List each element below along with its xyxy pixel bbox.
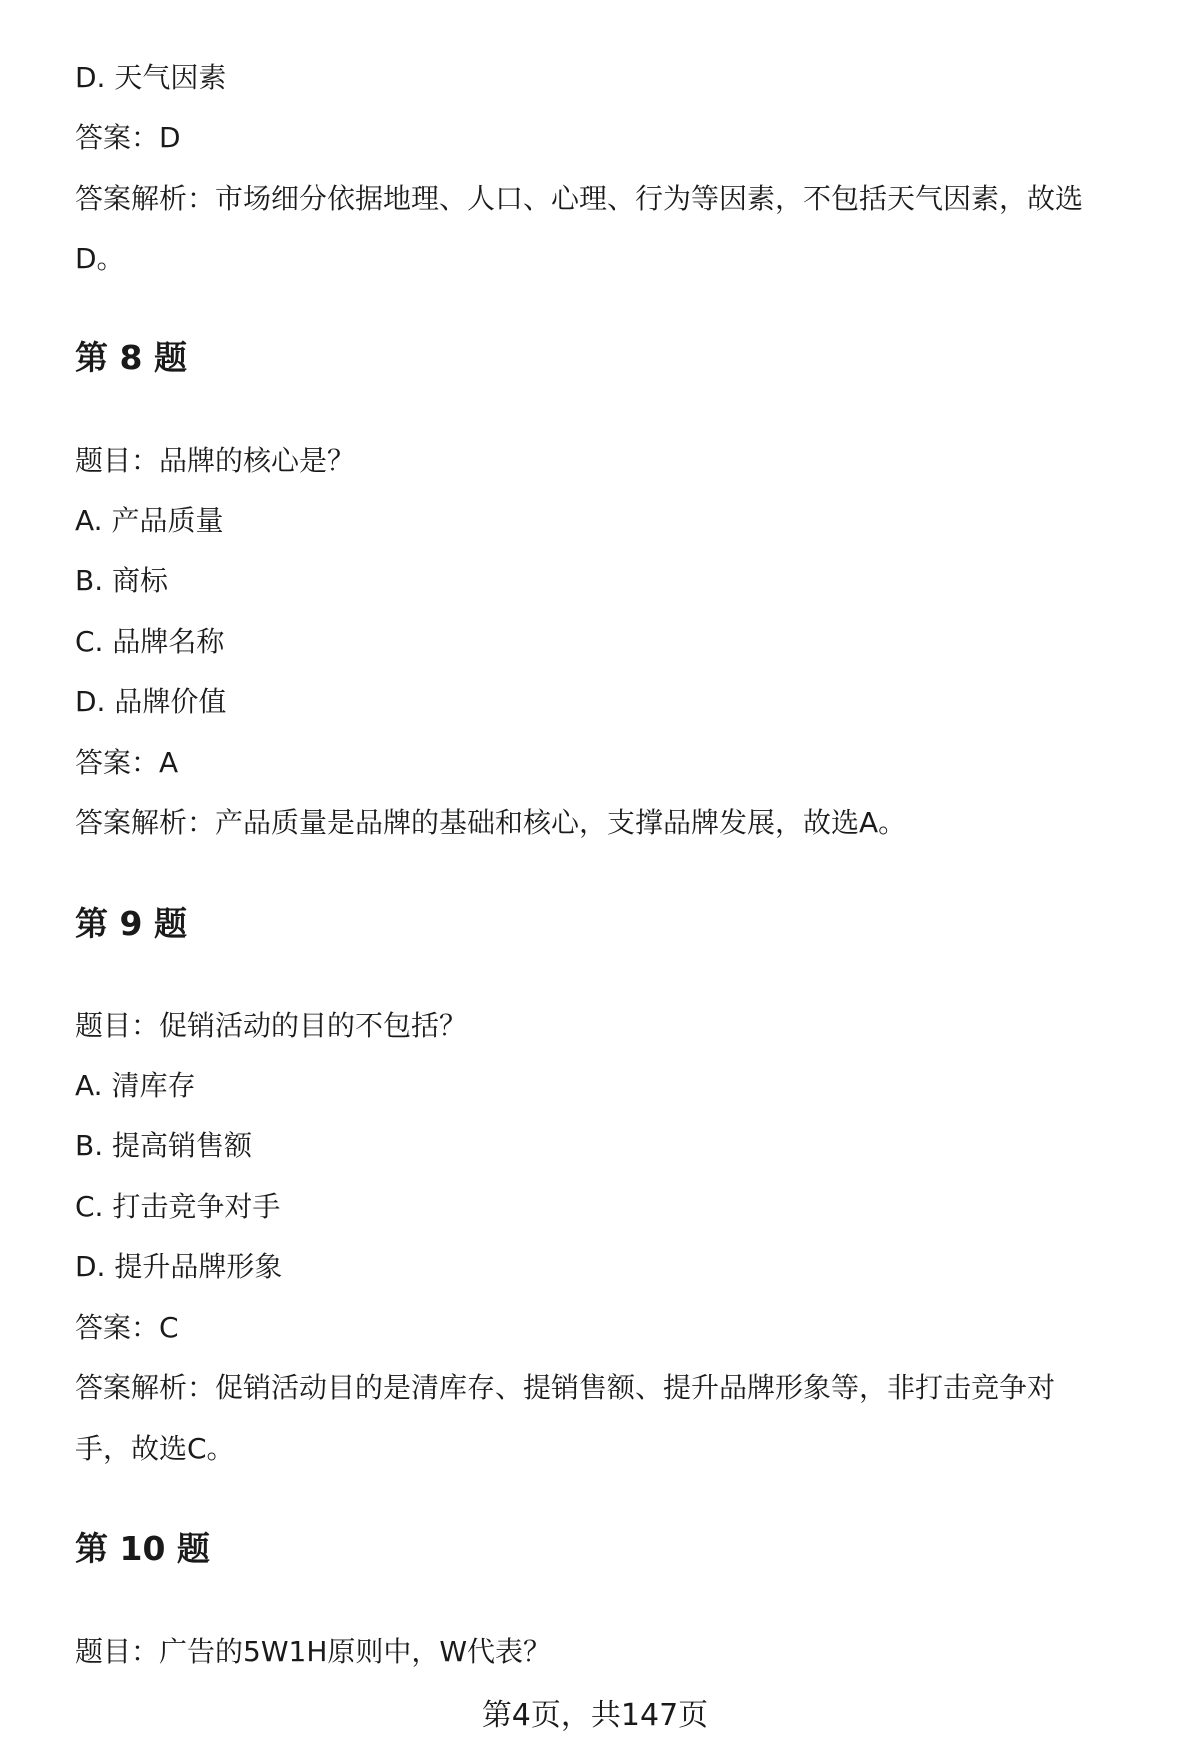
q9-option-d: D. 提升品牌形象 — [75, 1250, 283, 1283]
q8-option-b: B. 商标 — [75, 564, 169, 597]
q9-option-c: C. 打击竞争对手 — [75, 1190, 281, 1223]
q9-heading: 第 9 题 — [75, 904, 187, 943]
q7-analysis-line1: 答案解析：市场细分依据地理、人口、心理、行为等因素，不包括天气因素，故选 — [75, 182, 1084, 215]
q8-answer: 答案：A — [75, 746, 179, 779]
q7-option-d: D. 天气因素 — [75, 61, 227, 94]
q8-heading: 第 8 题 — [75, 338, 187, 377]
q9-analysis-line1: 答案解析：促销活动目的是清库存、提销售额、提升品牌形象等，非打击竞争对 — [75, 1371, 1056, 1404]
q9-analysis-line2: 手，故选C。 — [75, 1432, 235, 1465]
q9-option-b: B. 提高销售额 — [75, 1129, 253, 1162]
q9-option-a: A. 清库存 — [75, 1069, 196, 1102]
q7-answer: 答案：D — [75, 121, 181, 154]
q8-option-c: C. 品牌名称 — [75, 625, 225, 658]
q9-answer: 答案：C — [75, 1311, 179, 1344]
q7-analysis-line2: D。 — [75, 242, 125, 275]
q9-question: 题目：促销活动的目的不包括？ — [75, 1009, 468, 1042]
q10-question: 题目：广告的5W1H原则中，W代表？ — [75, 1635, 552, 1668]
q8-analysis: 答案解析：产品质量是品牌的基础和核心，支撑品牌发展，故选A。 — [75, 806, 907, 839]
q8-option-d: D. 品牌价值 — [75, 685, 227, 718]
q8-question: 题目：品牌的核心是？ — [75, 444, 356, 477]
page-number: 第4页，共147页 — [481, 1698, 709, 1733]
q10-heading: 第 10 题 — [75, 1529, 210, 1568]
q8-option-a: A. 产品质量 — [75, 504, 224, 537]
